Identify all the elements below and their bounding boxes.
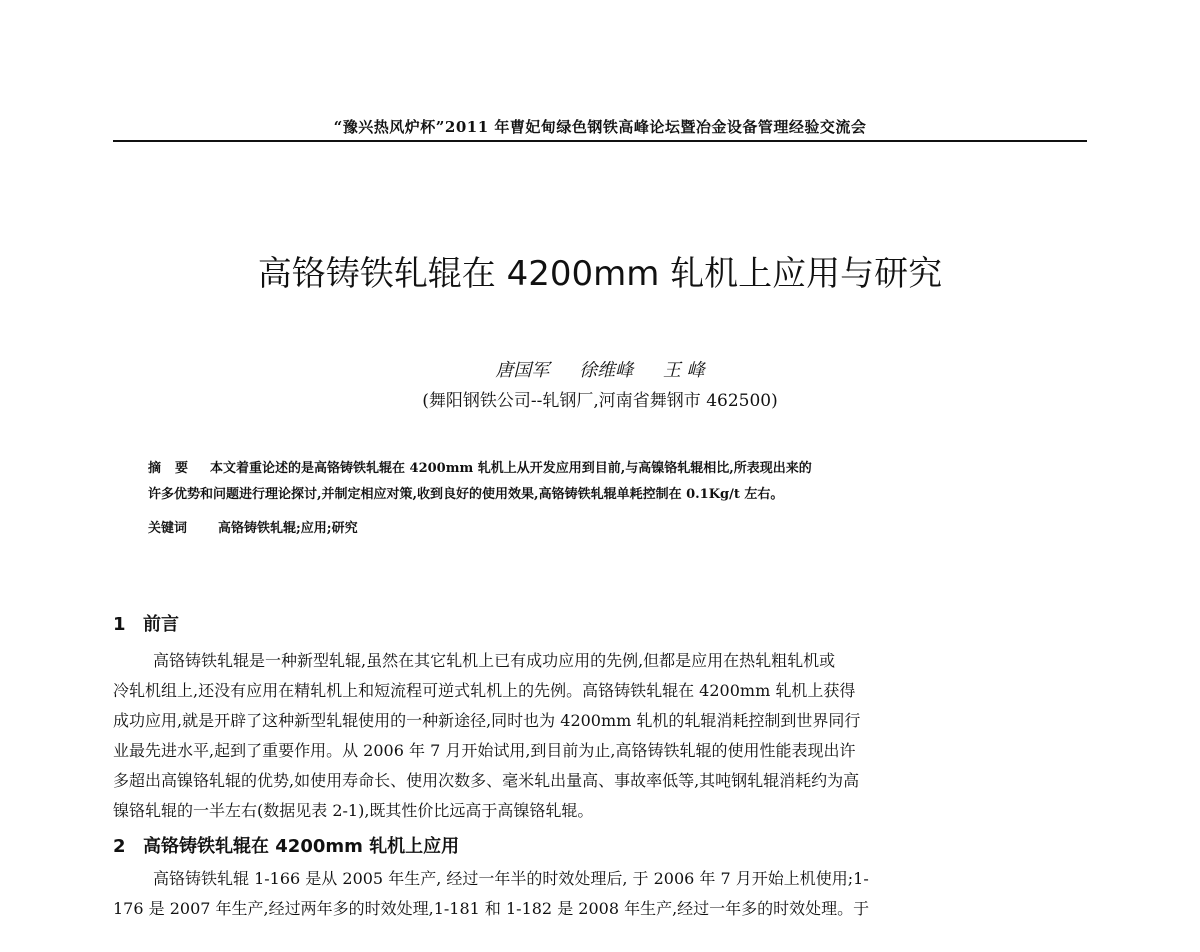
section-heading xyxy=(113,610,179,636)
abstract-line: 许多优势和问题进行理论探讨,并制定相应对策,收到良好的使用效果,高铬铸铁轧辊单耗控制在 0.1Kg/t 左右。 xyxy=(148,487,784,502)
body-line: 冷轧机组上,还没有应用在精轧机上和短流程可逆式轧机上的先例。高铬铸铁轧辊在 4200mm 轧机上获得 xyxy=(113,681,856,700)
keywords xyxy=(148,516,358,542)
section-number: 2 xyxy=(113,836,126,857)
body-line: 176 是 2007 年生产,经过两年多的时效处理,1-181 和 1-182 是 2008 年生产,经过一年多的时效处理。于 xyxy=(113,899,870,918)
body-line: 高铬铸铁轧辊 1-166 是从 2005 年生产, 经过一年半的时效处理后, 于 2006 年 7 月开始上机使用;1- xyxy=(153,869,869,888)
abstract-text: 本文着重论述的是高铬铸铁轧辊在 4200mm 轧机上从开发应用到目前,与高镍铬轧辊相比,所表现出来的 xyxy=(210,461,812,476)
section-title: 前言 xyxy=(143,614,179,635)
header-rule xyxy=(113,140,1087,142)
author-name: 唐国军 xyxy=(495,360,550,381)
keywords-label: 关键词 xyxy=(148,521,188,536)
keywords-text: 高铬铸铁轧辊;应用;研究 xyxy=(218,521,358,536)
section-number: 1 xyxy=(113,614,126,635)
section-title: 高铬铸铁轧辊在 4200mm 轧机上应用 xyxy=(143,836,460,857)
abstract-label: 摘要 xyxy=(148,461,203,476)
author-list xyxy=(0,356,1200,382)
section-heading xyxy=(113,832,459,858)
body-line: 业最先进水平,起到了重要作用。从 2006 年 7 月开始试用,到目前为止,高铬铸铁轧辊的使用性能表现出许 xyxy=(113,741,856,760)
body-line: 镍铬轧辊的一半左右(数据见表 2-1),既其性价比远高于高镍铬轧辊。 xyxy=(113,801,594,820)
running-header: “豫兴热风炉杯”2011 年曹妃甸绿色钢铁高峰论坛暨冶金设备管理经验交流会 xyxy=(333,118,867,136)
body-line: 成功应用,就是开辟了这种新型轧辊使用的一种新途径,同时也为 4200mm 轧机的轧辊消耗控制到世界同行 xyxy=(113,711,861,730)
section-body xyxy=(113,646,1087,826)
paper-title: 高铬铸铁轧辊在 4200mm 轧机上应用与研究 xyxy=(257,254,943,294)
affiliation: (舞阳钢铁公司--轧钢厂,河南省舞钢市 462500) xyxy=(422,391,778,411)
section-body xyxy=(113,864,1087,924)
body-line: 高铬铸铁轧辊是一种新型轧辊,虽然在其它轧机上已有成功应用的先例,但都是应用在热轧粗轧机或 xyxy=(153,651,836,670)
author-name: 徐维峰 xyxy=(579,360,634,381)
abstract-line xyxy=(148,456,1048,482)
author-name: 王 峰 xyxy=(662,360,705,381)
body-line: 多超出高镍铬轧辊的优势,如使用寿命长、使用次数多、毫米轧出量高、事故率低等,其吨钢轧辊消耗约为高 xyxy=(113,771,860,790)
abstract xyxy=(148,456,1048,508)
